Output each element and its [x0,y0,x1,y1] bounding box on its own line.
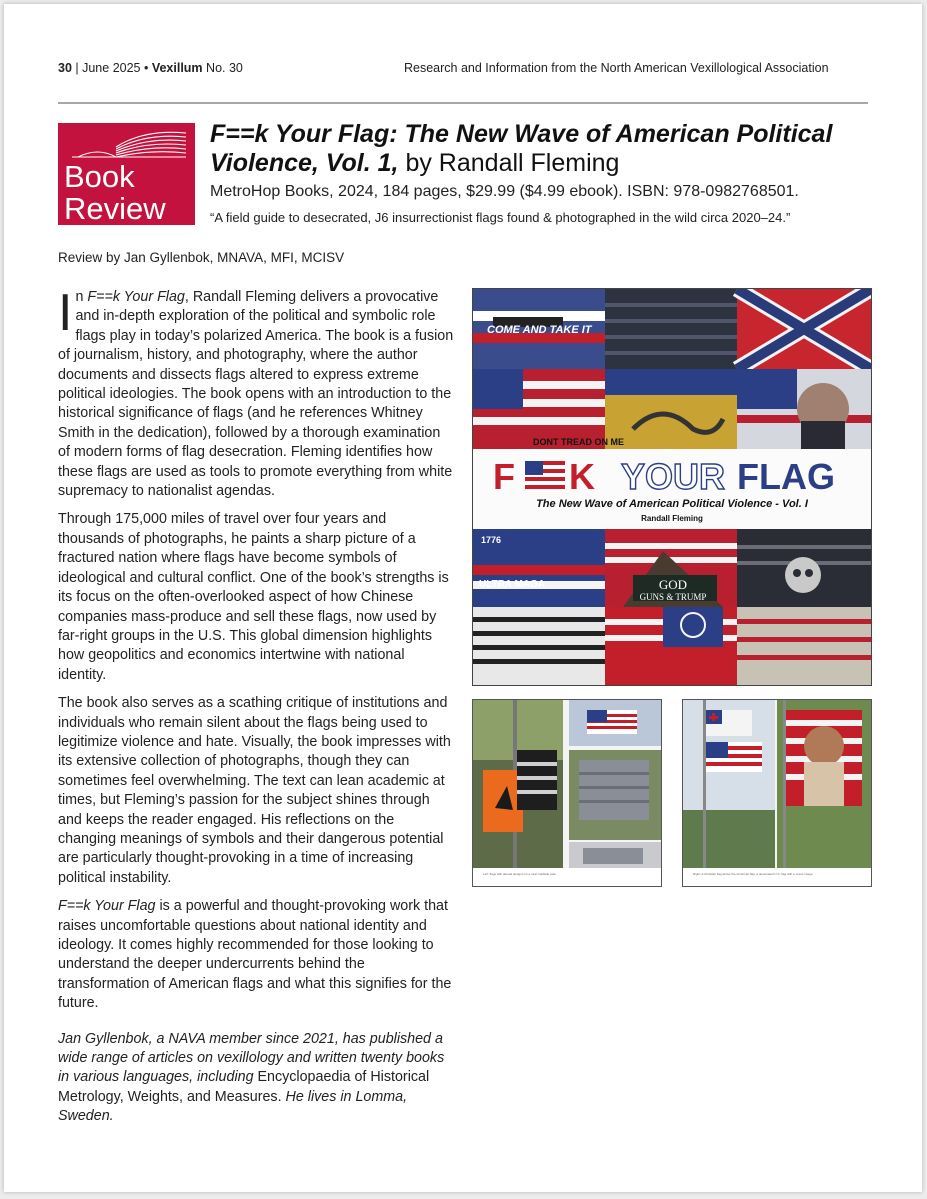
running-header-left: 30 | June 2025 • Vexillum No. 30 [58,61,243,75]
header-rule [58,102,868,104]
issue-date: June 2025 [82,61,141,75]
book-review-badge [58,123,195,225]
cover-title-your: YOUR [621,456,726,497]
badge-word-review: Review [64,191,166,225]
book-author: by Randall Fleming [405,149,620,177]
drop-cap: I [58,284,73,342]
sign-text: DONT TREAD ON ME [533,437,624,447]
sign-text: COME AND TAKE IT [487,324,592,336]
running-header-tagline: Research and Information from the North American Vexillological Association [404,61,829,75]
cover-title-flag: FLAG [737,456,835,497]
publication-details: MetroHop Books, 2024, 184 pages, $29.99 ($4.99 ebook). ISBN: 978-0982768501. [210,183,799,200]
flag-gray-us [579,760,649,820]
sign-text: 1776 [481,535,502,545]
paragraph-1: In F==k Your Flag, Randall Fleming delivers a provocative and in-depth exploration of the political and symbolic role flags play in today’s polarized America. The book is a fusion of journalism, history, and photography, where the author documents and dissects flags altered to express extreme political ideologies. The book opens with an introduction to the historical significance of flags (and he references Whitney Smith in the dedication), followed by a thorough examination of modern forms of flag desecration. Fleming identifies how these flags are used as tools to promote everything from white supremacy to nationalist agendas. [58,284,454,500]
flag-skull [737,529,871,607]
photo-caption: Left: flags with altered designs on a rural roadside pole. [483,872,557,876]
flag-portrait [737,369,871,449]
author-bio: Jan Gyllenbok, a NAVA member since 2021, has published a wide range of articles on vexillology and written twenty books in various languages, including Encyclopaedia of Historical Metrology, Weights, and Measures. He lives in Lomma, Sweden. [58,1030,445,1125]
inline-book-title: F==k Your Flag [87,289,185,305]
flag-confederate [737,289,871,369]
flag-christian [706,710,752,736]
paragraph-3: The book also serves as a scathing critique of institutions and individuals who remain silent about the flags being used to legitimize violence and hate. Visually, the book impresses with its extensive collection of photographs, though they can sometimes feel overwhelming. The text can lean academic at times, but Fleming’s passion for the subject shines through and keeps the reader engaged. His reflections on the changing meanings of symbols and their dangerous potential are particularly thought-provoking in a time of increasing political instability. [58,695,451,886]
cover-author: Randall Fleming [641,514,703,523]
photo-caption: Right: A Christian flag above the American flag; a desecrated U.S. flag with a Jesus image. [693,872,814,876]
flag-thin-line [473,607,605,685]
flag-us-small [587,710,637,734]
sign-text: ULTRA MAGA [479,579,546,590]
flag-gadsden [605,369,737,449]
photo-christian-flag [682,699,872,887]
cover-title-f: F [493,456,515,497]
badge-word-book: Book [64,159,135,194]
cover-title-k: K [569,456,595,497]
flag-black-us [605,289,737,369]
book-cover-image [472,288,872,686]
flag-script-us [737,607,871,685]
flag-black-stripes [517,750,557,810]
bio-book-title: Encyclopaedia of Historical Metrology, Weights, and Measures. [58,1069,430,1105]
photo-roadside-flags [472,699,662,887]
review-byline: Review by Jan Gyllenbok, MNAVA, MFI, MCISV [58,250,345,265]
page-number: 30 [58,61,72,75]
book-quote: “A field guide to desecrated, J6 insurrectionist flags found & photographed in the wild circa 2020–24.” [210,210,791,225]
flag-jesus [786,710,862,806]
flag-iii-percent [605,607,737,685]
inline-book-title: F==k Your Flag [58,898,156,915]
book-title-italic: F==k Your Flag: The New Wave of American Political Violence, Vol. 1, [210,120,833,177]
paragraph-2: Through 175,000 miles of travel over four years and thousands of photographs, he paints a sharp picture of a fractured nation where flags have become symbols of ideological and cultural conflict. One of the book’s strengths is its focus on the often-overlooked aspect of how Chinese companies mass-produce and sell these flags, now used by far-right groups in the U.S. This global dimension highlights how geopolitics and economics intertwine with national identity. [58,511,449,683]
journal-name: Vexillum [151,61,203,75]
paragraph-4: F==k Your Flag is a powerful and thought-provoking work that raises uncomfortable questions about national identity and ideology. It comes highly recommended for those looking to understand the deeper undercurrents behind the transformation of American flags and what this signifies for the future. [58,898,452,1012]
cover-subtitle: The New Wave of American Political Violence - Vol. I [536,498,808,510]
cover-flag-in-title [525,461,565,489]
review-body [58,284,454,1136]
book-title [210,120,870,178]
issue-number: No. 30 [206,61,243,75]
cover-collage [473,289,871,685]
flag-us-lower [706,742,762,772]
sign-text: GUNS & TRUMP [639,592,707,602]
page [4,4,922,1192]
sign-text: GOD [658,577,688,592]
